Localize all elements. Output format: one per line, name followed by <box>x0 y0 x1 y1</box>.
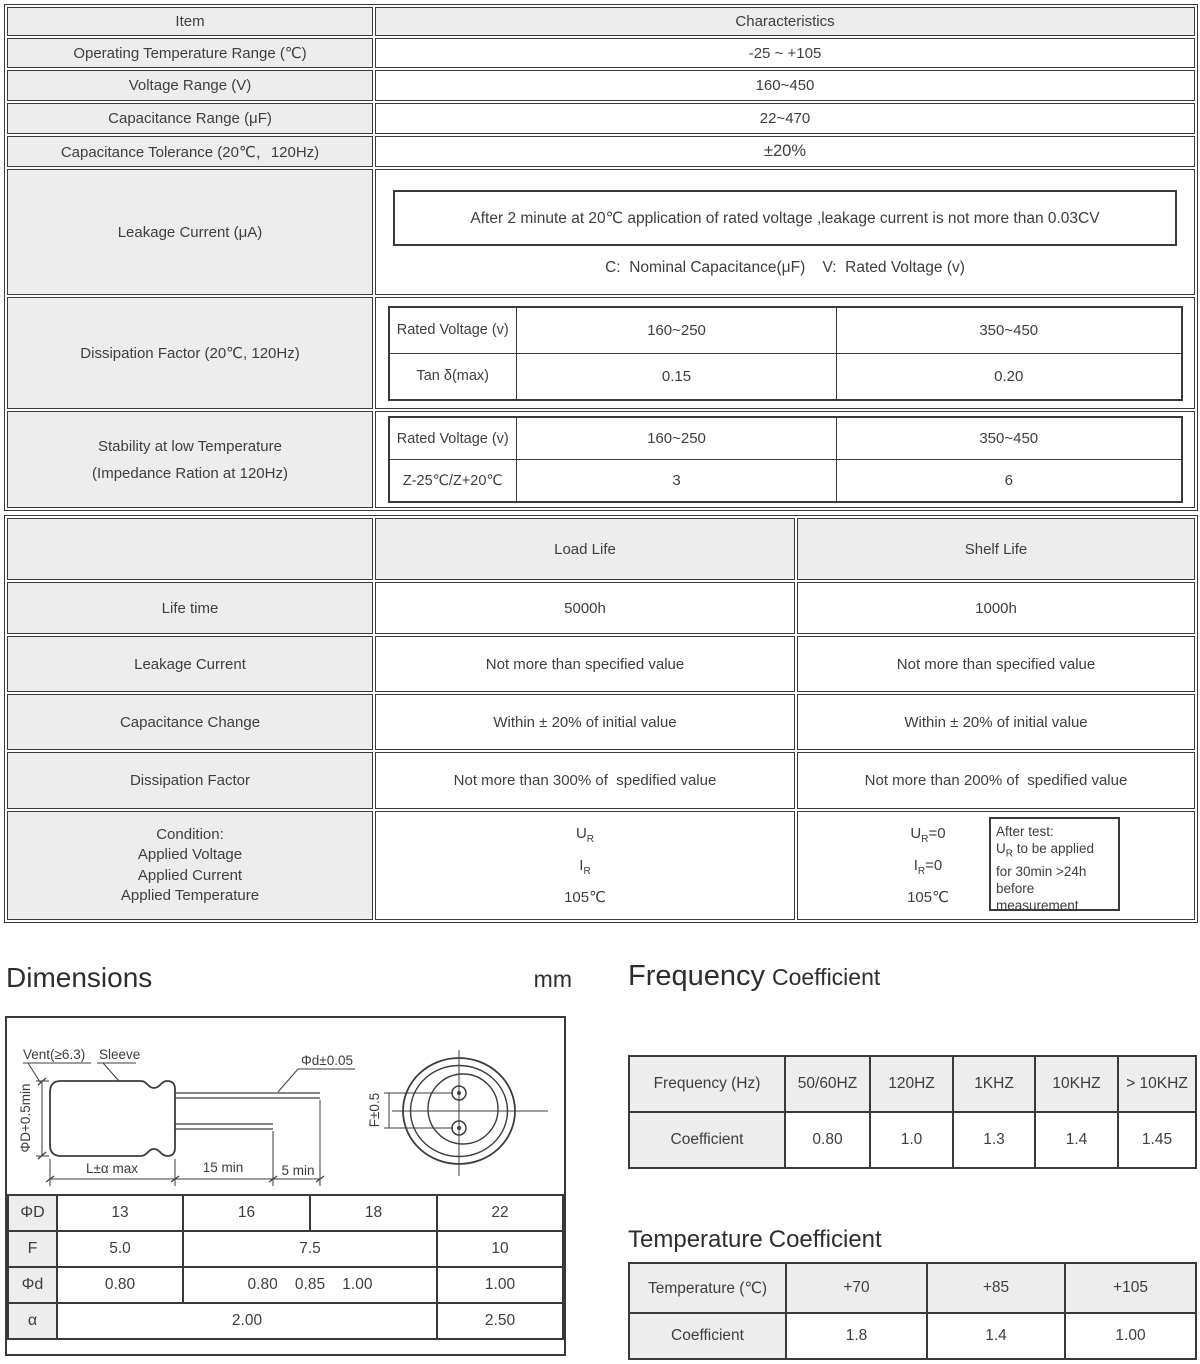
condition-load-cell <box>375 811 795 920</box>
header-cell: 1KHZ <box>953 1056 1035 1112</box>
table-row <box>7 103 1195 134</box>
subtable-label: Tan δ(max) <box>389 353 517 400</box>
row-value: Within ± 20% of initial value <box>375 694 795 750</box>
table-row <box>7 38 1195 68</box>
table-row <box>629 1313 1196 1359</box>
title-word: Temperature <box>628 1226 763 1253</box>
table-row <box>8 1195 563 1231</box>
subtable-header: Rated Voltage (v) <box>389 417 517 460</box>
row-value: 5000h <box>375 582 795 634</box>
table-header-row <box>7 7 1195 36</box>
stability-row <box>7 411 1195 508</box>
cell-value: 1.8 <box>786 1313 927 1359</box>
table-row <box>389 417 1182 460</box>
characteristics-table <box>4 4 1198 511</box>
lead-length-label: 15 min <box>202 1160 244 1175</box>
bottom-view-axes <box>384 1050 548 1176</box>
capacitor-body-outline <box>50 1081 175 1156</box>
table-row <box>7 694 1195 750</box>
cell-value: 1.00 <box>1065 1313 1196 1359</box>
row-label: Dissipation Factor <box>7 752 373 809</box>
row-label: Capacitance Range (μF) <box>7 103 373 134</box>
table-row <box>389 307 1182 354</box>
dimensions-title: Dimensions <box>6 962 153 993</box>
cell-value: 18 <box>310 1195 437 1231</box>
frequency-coefficient-title <box>628 960 880 993</box>
table-header-row <box>7 518 1195 580</box>
cell-value: 0.80 <box>785 1112 870 1168</box>
row-value: Not more than specified value <box>797 636 1195 692</box>
applied-current-shelf: $I_R=0$ <box>913 856 943 877</box>
applied-temperature-shelf: 105℃ <box>907 888 949 906</box>
cell-value: 2.00 <box>57 1303 437 1339</box>
condition-line: Applied Voltage <box>137 846 243 863</box>
table-row <box>8 1267 563 1303</box>
cell-value: 1.4 <box>927 1313 1065 1359</box>
table-row <box>629 1112 1196 1168</box>
header-cell: +70 <box>786 1263 927 1313</box>
row-value: Within ± 20% of initial value <box>797 694 1195 750</box>
table-row <box>389 460 1182 503</box>
cell-value: 1.45 <box>1118 1112 1196 1168</box>
header-load-life: Load Life <box>375 518 795 580</box>
stability-label-line1: Stability at low Temperature <box>98 437 282 455</box>
tip-length-label: 5 min <box>281 1163 315 1178</box>
row-label: Leakage Current (μA) <box>7 169 373 295</box>
row-label: F <box>8 1231 57 1267</box>
row-value: Not more than 300% of spedified value <box>375 752 795 809</box>
header-empty <box>7 518 373 580</box>
after-test-line: $U_R$ to be applied <box>996 841 1095 860</box>
dimensions-figure-box <box>5 1016 566 1356</box>
case-diameter-label: ΦD+0.5min <box>18 1083 33 1153</box>
cell-value: 1.4 <box>1035 1112 1118 1168</box>
cell-value: 13 <box>57 1195 183 1231</box>
header-characteristics: Characteristics <box>375 7 1195 36</box>
row-value: ±20% <box>375 136 1195 167</box>
stability-cell <box>375 411 1195 508</box>
pitch-label: F±0.5 <box>367 1092 382 1128</box>
table-row <box>7 70 1195 101</box>
dissipation-subtable <box>388 306 1183 401</box>
stability-subtable <box>388 416 1183 503</box>
lead-lines <box>175 1093 320 1129</box>
row-label: Coefficient <box>629 1112 785 1168</box>
row-value: 160~450 <box>375 70 1195 101</box>
header-cell: 10KHZ <box>1035 1056 1118 1112</box>
subtable-value: 6 <box>837 460 1182 503</box>
leakage-note-text: After 2 minute at 20℃ application of rated voltage ,leakage current is not more than 0.03CV <box>470 209 1100 227</box>
applied-current-load: $I_R$ <box>579 856 591 877</box>
row-label: Leakage Current <box>7 636 373 692</box>
row-value: Not more than specified value <box>375 636 795 692</box>
table-row <box>8 1231 563 1267</box>
frequency-table <box>628 1055 1197 1169</box>
lead-diameter-label: Φd±0.05 <box>301 1053 353 1068</box>
header-cell: > 10KHZ <box>1118 1056 1196 1112</box>
header-temperature: Temperature (℃) <box>629 1263 786 1313</box>
subtable-header: 350~450 <box>837 417 1182 460</box>
after-test-line: before <box>996 880 1035 896</box>
row-label: Operating Temperature Range (℃) <box>7 38 373 68</box>
table-row <box>7 752 1195 809</box>
cell-value: 16 <box>183 1195 310 1231</box>
condition-shelf-cell <box>797 811 1195 920</box>
sleeve-label: Sleeve <box>99 1047 141 1062</box>
table-row <box>389 353 1182 400</box>
cell-value: 1.0 <box>870 1112 953 1168</box>
row-value: 1000h <box>797 582 1195 634</box>
table-header-row <box>629 1056 1196 1112</box>
row-label: Capacitance Change <box>7 694 373 750</box>
temperature-table <box>628 1262 1197 1360</box>
leakage-note-box <box>393 190 1177 246</box>
dimensions-unit-label: mm <box>533 966 572 992</box>
subtable-header: Rated Voltage (v) <box>389 307 517 354</box>
terminal-top-dot <box>457 1091 461 1095</box>
cell-value: 0.80 0.85 1.00 <box>183 1267 437 1303</box>
header-shelf-life: Shelf Life <box>797 518 1195 580</box>
row-label: Coefficient <box>629 1313 786 1359</box>
after-test-line: After test: <box>996 824 1054 839</box>
applied-temperature-load: 105℃ <box>564 888 606 906</box>
header-cell: +85 <box>927 1263 1065 1313</box>
temperature-coefficient-title <box>628 1226 882 1254</box>
table-row <box>7 582 1195 634</box>
condition-line: Condition: <box>156 825 224 843</box>
row-label: Capacitance Tolerance (20℃，120Hz) <box>7 136 373 167</box>
subtable-header: 160~250 <box>517 307 837 354</box>
cell-value: 2.50 <box>437 1303 563 1339</box>
condition-label-cell <box>7 811 373 920</box>
cell-value: 10 <box>437 1231 563 1267</box>
row-value: Not more than 200% of spedified value <box>797 752 1195 809</box>
row-label <box>7 411 373 508</box>
dimension-lines <box>36 1081 320 1186</box>
applied-voltage-load: $U_R$ <box>575 824 595 845</box>
after-test-line: measurement <box>996 897 1079 913</box>
leakage-legend: C: Nominal Capacitance(μF) V: Rated Voltage (v) <box>605 259 965 276</box>
title-word: Coefficient <box>768 1226 882 1253</box>
capacitor-diagram <box>7 1018 564 1194</box>
subtable-header: 350~450 <box>837 307 1182 354</box>
leakage-characteristics-cell <box>375 169 1195 295</box>
title-word: Coefficient <box>772 964 881 990</box>
terminal-bottom-dot <box>457 1126 461 1130</box>
subtable-header: 160~250 <box>517 417 837 460</box>
cell-value: 1.00 <box>437 1267 563 1303</box>
row-label: Dissipation Factor (20℃, 120Hz) <box>7 297 373 409</box>
row-label: Φd <box>8 1267 57 1303</box>
leakage-current-row <box>7 169 1195 295</box>
stability-label-line2: (Impedance Ration at 120Hz) <box>92 464 288 482</box>
table-row <box>7 636 1195 692</box>
header-cell: 50/60HZ <box>785 1056 870 1112</box>
subtable-value: 3 <box>517 460 837 503</box>
applied-voltage-shelf: $U_R=0$ <box>910 824 946 845</box>
vent-label: Vent(≥6.3) <box>23 1047 86 1062</box>
subtable-label: Z-25℃/Z+20℃ <box>389 460 517 503</box>
row-label: Voltage Range (V) <box>7 70 373 101</box>
cell-value: 5.0 <box>57 1231 183 1267</box>
table-row <box>8 1303 563 1339</box>
header-item: Item <box>7 7 373 36</box>
dissipation-cell <box>375 297 1195 409</box>
subtable-value: 0.20 <box>837 353 1182 400</box>
cell-value: 22 <box>437 1195 563 1231</box>
dissipation-factor-row <box>7 297 1195 409</box>
header-cell: 120HZ <box>870 1056 953 1112</box>
header-frequency: Frequency (Hz) <box>629 1056 785 1112</box>
condition-line: Applied Temperature <box>120 887 260 904</box>
body-length-label: L±α max <box>86 1161 138 1176</box>
row-value: 22~470 <box>375 103 1195 134</box>
after-test-line: for 30min >24h <box>996 863 1087 879</box>
after-test-note-box <box>989 817 1120 911</box>
row-label: Life time <box>7 582 373 634</box>
cell-value: 1.3 <box>953 1112 1035 1168</box>
condition-line: Applied Current <box>137 866 243 884</box>
table-row <box>7 136 1195 167</box>
subtable-value: 0.15 <box>517 353 837 400</box>
condition-row <box>7 811 1195 920</box>
row-label: α <box>8 1303 57 1339</box>
table-header-row <box>629 1263 1196 1313</box>
row-label: ΦD <box>8 1195 57 1231</box>
row-value: -25 ~ +105 <box>375 38 1195 68</box>
title-word: Frequency <box>628 960 766 992</box>
dimensions-table <box>7 1194 564 1340</box>
cell-value: 0.80 <box>57 1267 183 1303</box>
header-cell: +105 <box>1065 1263 1196 1313</box>
life-table <box>4 515 1198 923</box>
cell-value: 7.5 <box>183 1231 437 1267</box>
